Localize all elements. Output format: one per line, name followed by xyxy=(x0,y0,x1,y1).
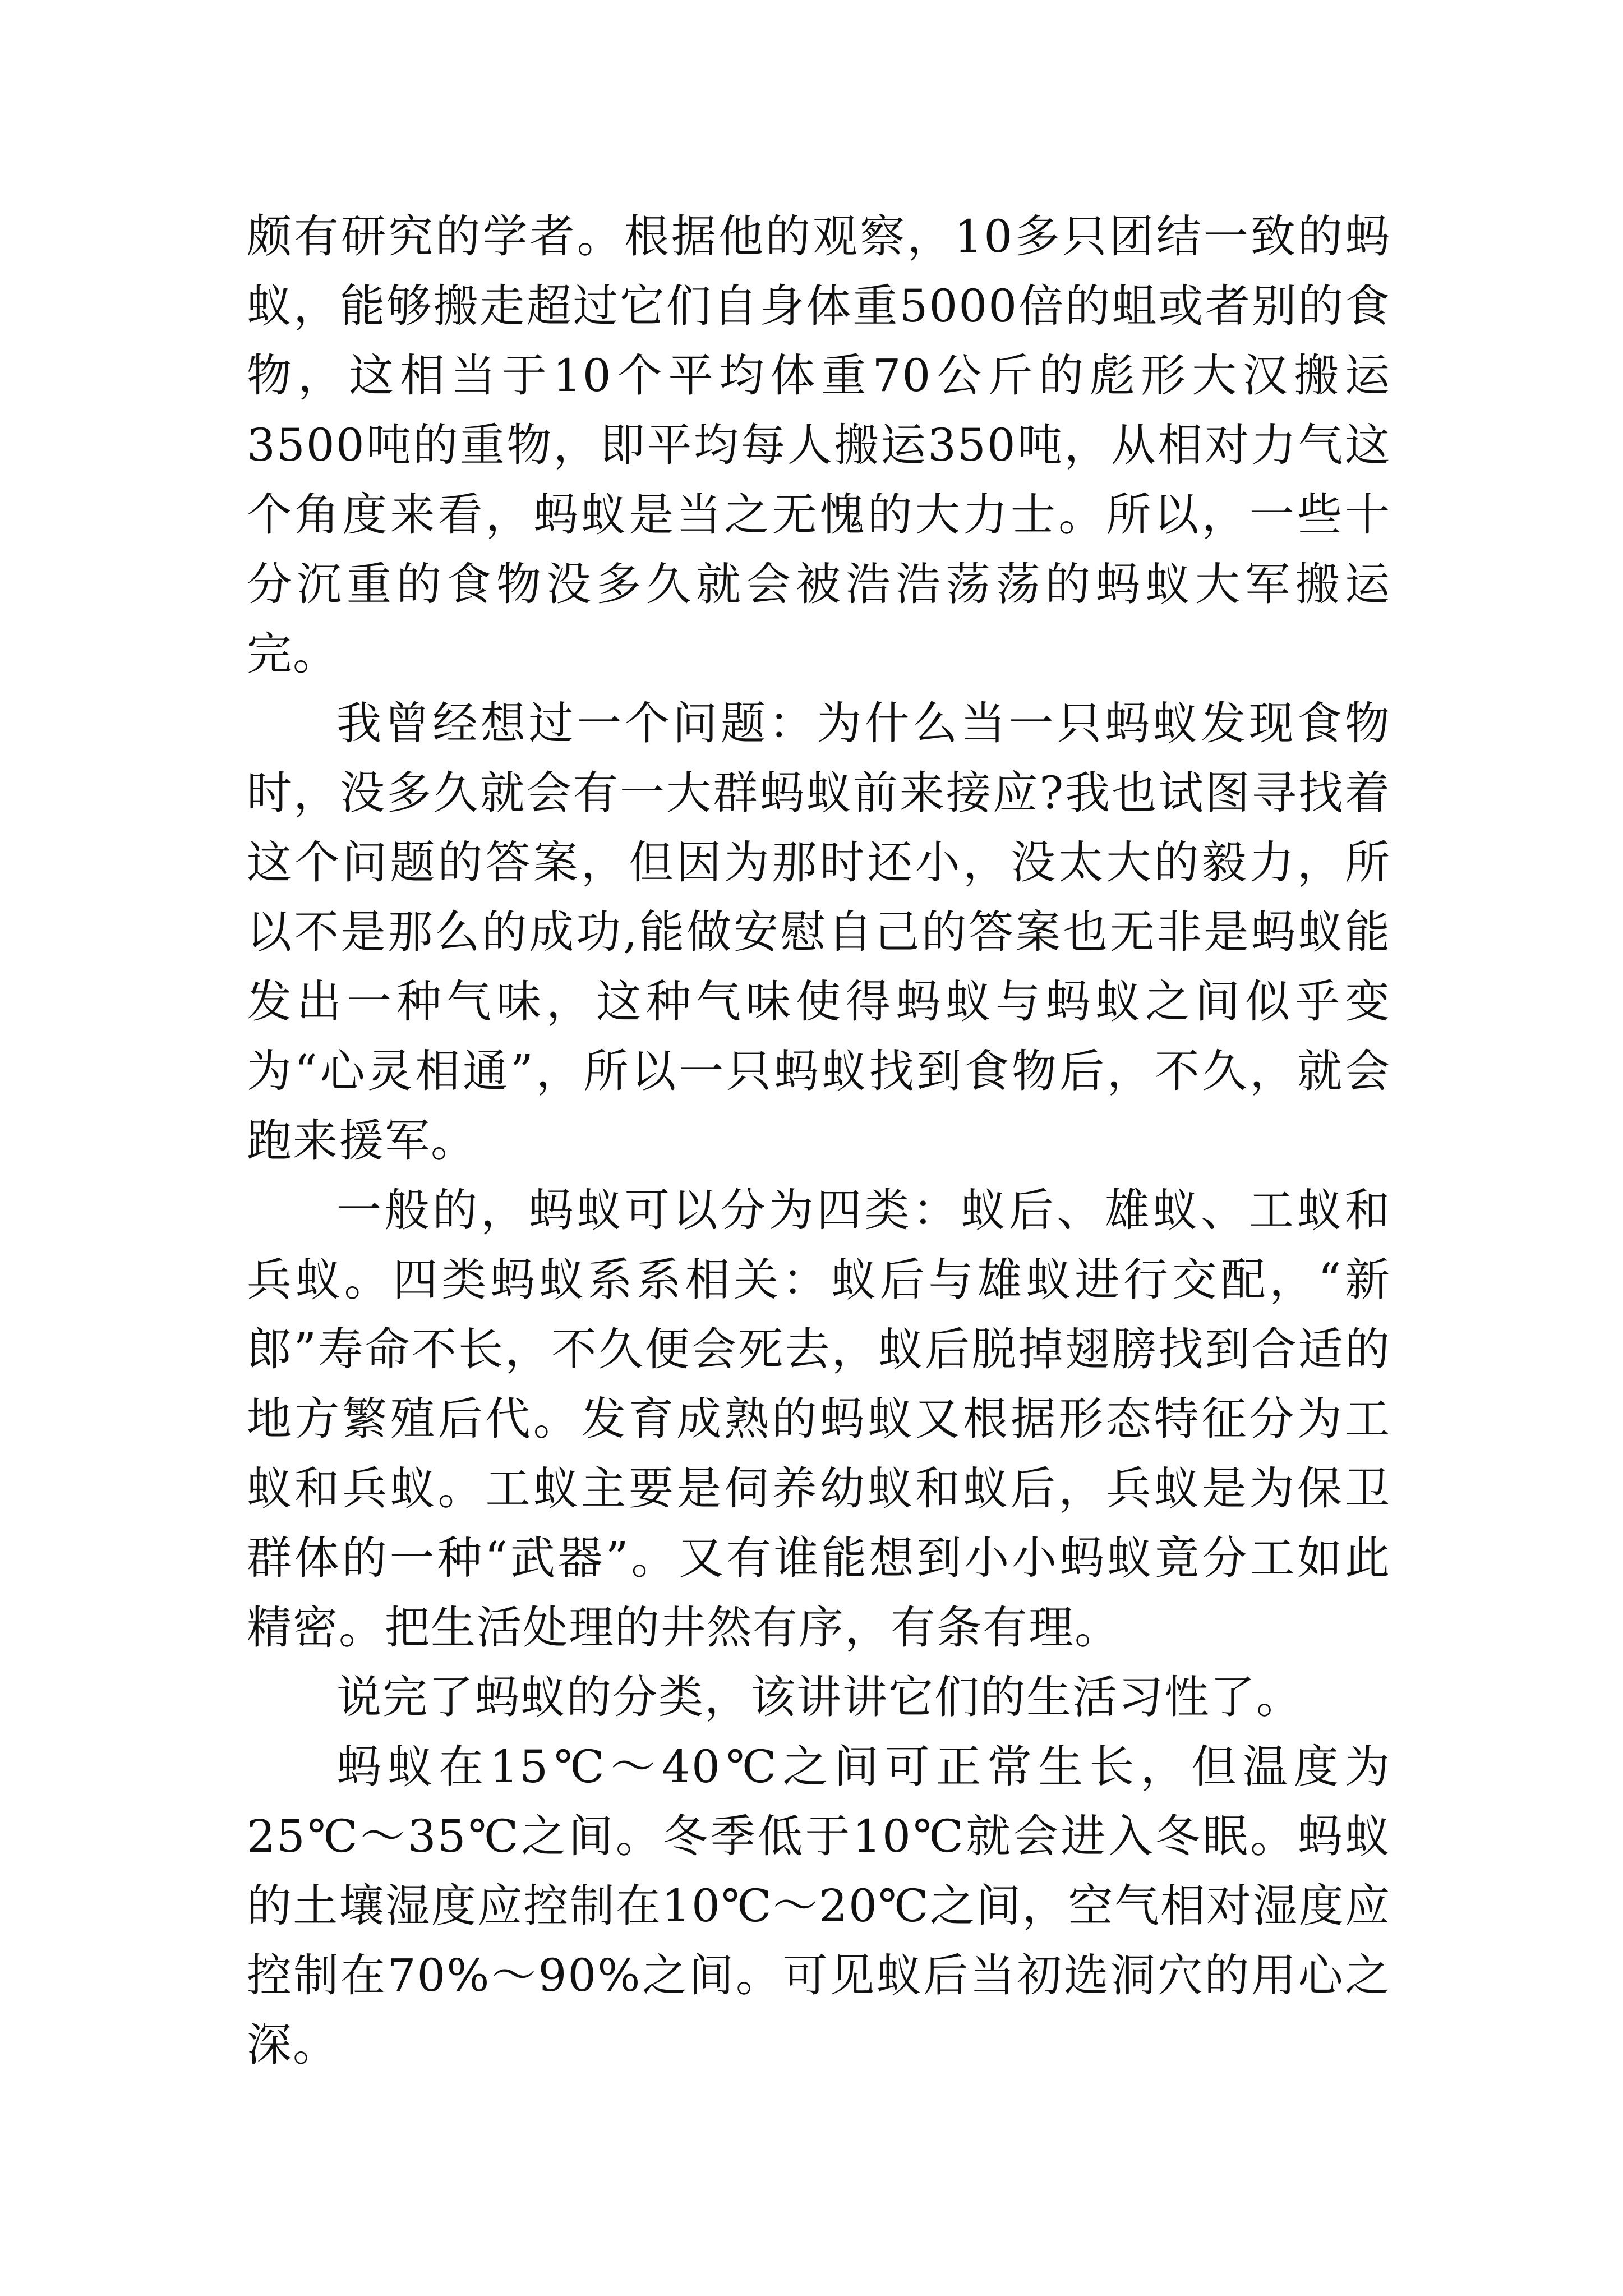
paragraph-2: 我曾经想过一个问题：为什么当一只蚂蚁发现食物时，没多久就会有一大群蚂蚁前来接应?我也试图寻找着这个问题的答案，但因为那时还小，没太大的毅力，所以不是那么的成功,能做安慰自己的答案也无非是蚂蚁能发出一种气味，这种气味使得蚂蚁与蚂蚁之间似乎变为“心灵相通”，所以一只蚂蚁找到食物后，不久，就会跑来援军。 xyxy=(247,697,1391,1167)
document-page xyxy=(247,202,1391,2109)
paragraph-4: 说完了蚂蚁的分类，该讲讲它们的生活习性了。 xyxy=(336,1671,1302,1723)
paragraph-5: 蚂蚁在15℃～40℃之间可正常生长，但温度为25℃～35℃之间。冬季低于10℃就会进入冬眠。蚂蚁的土壤湿度应控制在10℃～20℃之间，空气相对湿度应控制在70%～90%之间。可见蚁后当初选洞穴的用心之深。 xyxy=(247,1741,1391,2071)
paragraph-1: 颇有研究的学者。根据他的观察，10多只团结一致的蚂蚁，能够搬走超过它们自身体重5000倍的蛆或者别的食物，这相当于10个平均体重70公斤的彪形大汉搬运3500吨的重物，即平均每人搬运350吨，从相对力气这个角度来看，蚂蚁是当之无愧的大力士。所以，一些十分沉重的食物没多久就会被浩浩荡荡的蚂蚁大军搬运完。 xyxy=(247,210,1391,680)
paragraph-3: 一般的，蚂蚁可以分为四类：蚁后、雄蚁、工蚁和兵蚁。四类蚂蚁系系相关：蚁后与雄蚁进行交配，“新郎”寿命不长，不久便会死去，蚁后脱掉翅膀找到合适的地方繁殖后代。发育成熟的蚂蚁又根据形态特征分为工蚁和兵蚁。工蚁主要是伺养幼蚁和蚁后，兵蚁是为保卫群体的一种“武器”。又有谁能想到小小蚂蚁竟分工如此精密。把生活处理的井然有序，有条有理。 xyxy=(247,1184,1391,1654)
